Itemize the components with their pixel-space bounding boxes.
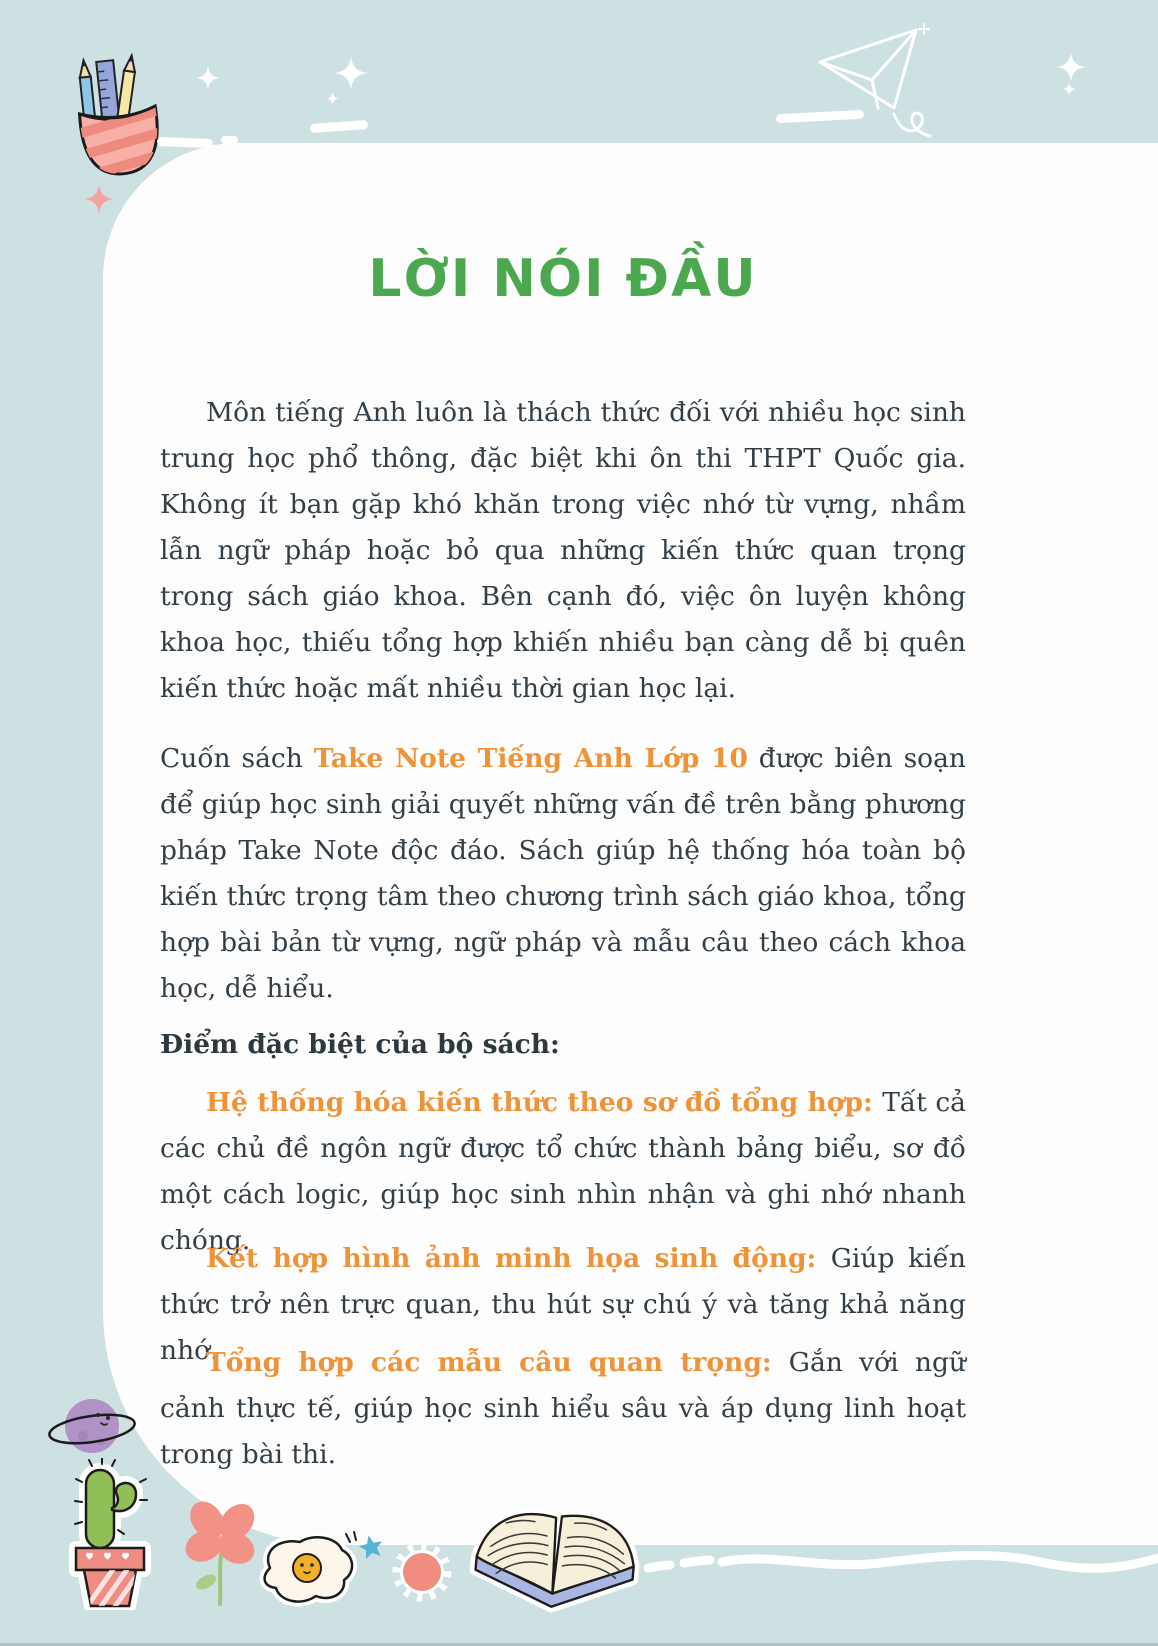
text-segment: Take Note Tiếng Anh Lớp 10 — [313, 743, 748, 774]
text-segment: Cuốn sách — [160, 743, 314, 774]
feature-item — [160, 1340, 966, 1478]
text-segment: Môn tiếng Anh luôn là thách thức đối với nhiều học sinh trung học phổ thông, đặc biệt khi ôn thi THPT Quốc gia. Không ít bạn gặp khó khăn trong việc nhớ từ vựng, nhầm lẫn ngữ pháp hoặc bỏ qua những kiến thức quan trọng trong sách giáo khoa. Bên cạnh đó, việc ôn luyện không khoa học, thiếu tổng hợp khiến nhiều bạn càng dễ bị quên kiến thức hoặc mất nhiều thời gian học lại. — [160, 397, 966, 704]
text-segment: được biên soạn để giúp học sinh giải quyết những vấn đề trên bằng phương pháp Take Note độc đáo. Sách giúp hệ thống hóa toàn bộ kiến thức trọng tâm theo chương trình sách giáo khoa, tổng hợp bài bản từ vựng, ngữ pháp và mẫu câu theo cách khoa học, dễ hiểu. — [160, 743, 966, 1004]
pencil-cup-icon — [61, 45, 174, 187]
text-segment: Tổng hợp các mẫu câu quan trọng: — [206, 1347, 789, 1378]
sparkle-icon — [1056, 52, 1086, 82]
intro-paragraph — [160, 390, 966, 712]
sparkle-icon — [1062, 82, 1076, 96]
text-segment: Tất cả các chủ đề ngôn ngữ được tổ chức thành bảng biểu, sơ đồ một cách logic, giúp học sinh nhìn nhận và ghi nhớ nhanh chóng. — [160, 1087, 966, 1256]
pink-star-icon — [84, 184, 114, 214]
book-intro-paragraph — [160, 736, 966, 1012]
features-heading — [160, 1022, 966, 1068]
sparkle-icon — [334, 56, 368, 90]
text-segment: Kết hợp hình ảnh minh họa sinh động: — [206, 1243, 831, 1274]
paper-plane-icon — [812, 22, 962, 142]
text-segment: Giúp kiến thức trở nên trực quan, thu hút sự chú ý và tăng khả năng nhớ. — [160, 1243, 966, 1366]
squiggle-line-icon — [0, 1540, 1158, 1600]
sparkle-icon — [326, 92, 339, 105]
page-title: LỜI NÓI ĐẦU — [368, 249, 758, 309]
sparkle-icon — [196, 66, 220, 90]
text-segment: Điểm đặc biệt của bộ sách: — [160, 1029, 560, 1060]
text-segment: Hệ thống hóa kiến thức theo sơ đồ tổng hợp: — [206, 1087, 883, 1118]
text-segment: Gắn với ngữ cảnh thực tế, giúp học sinh hiểu sâu và áp dụng linh hoạt trong bài thi. — [160, 1347, 966, 1470]
squiggle-line-icon — [310, 120, 368, 133]
planet-icon — [46, 1388, 138, 1466]
